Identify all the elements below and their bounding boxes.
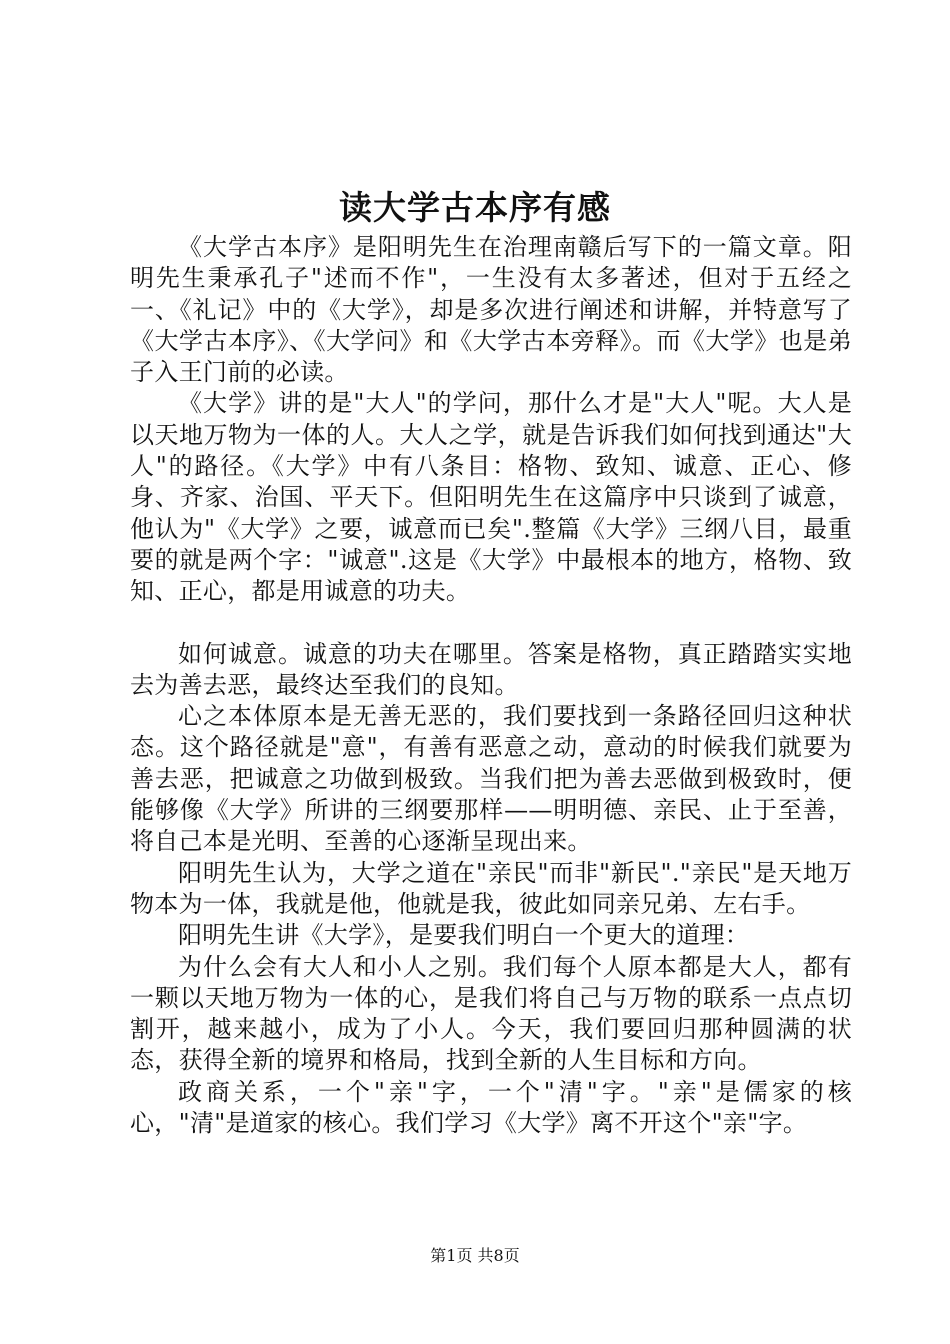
paragraph-7: 为什么会有大人和小人之别。我们每个人原本都是大人，都有一颗以天地万物为一体的心，是我们将自己与万物的联系一点点切割开，越来越小，成为了小人。今天，我们要回归那种圆满的状态，获得全新的境界和格局，找到全新的人生目标和方向。 — [130, 952, 852, 1075]
paragraph-1: 《大学古本序》是阳明先生在治理南赣后写下的一篇文章。阳明先生秉承孔子"述而不作"，一生没有太多著述，但对于五经之一、《礼记》中的《大学》，却是多次进行阐述和讲解，并特意写了《大学古本序》、《大学问》和《大学古本旁释》。而《大学》也是弟子入王门前的必读。 — [130, 233, 852, 387]
paragraph-3: 如何诚意。诚意的功夫在哪里。答案是格物，真正踏踏实实地去为善去恶，最终达至我们的良知。 — [130, 639, 852, 699]
document-title: 读大学古本序有感 — [339, 188, 611, 227]
paragraph-6: 阳明先生讲《大学》，是要我们明白一个更大的道理： — [178, 921, 750, 950]
paragraph-spacer — [130, 608, 852, 639]
paragraph-4: 心之本体原本是无善无恶的，我们要找到一条路径回归这种状态。这个路径就是"意"，有善有恶意之动，意动的时候我们就要为善去恶，把诚意之功做到极致。当我们把为善去恶做到极致时，便能够像《大学》所讲的三纲要那样——明明德、亲民、止于至善，将自己本是光明、至善的心逐渐呈现出来。 — [130, 702, 852, 856]
paragraph-8: 政商关系，一个"亲"字，一个"清"字。"亲"是儒家的核心，"清"是道家的核心。我们学习《大学》离不开这个"亲"字。 — [130, 1077, 852, 1138]
page-number-footer: 第1页 共8页 — [430, 1246, 520, 1265]
document-body — [130, 232, 852, 1139]
paragraph-2: 《大学》讲的是"大人"的学问，那什么才是"大人"呢。大人是以天地万物为一体的人。大人之学，就是告诉我们如何找到通达"大人"的路径。《大学》中有八条目：格物、致知、诚意、正心、修身、齐家、治国、平天下。但阳明先生在这篇序中只谈到了诚意，他认为"《大学》之要，诚意而已矣".整篇《大学》三纲八目，最重要的就是两个字："诚意".这是《大学》中最根本的地方，格物、致知、正心，都是用诚意的功夫。 — [130, 389, 852, 606]
paragraph-5: 阳明先生认为，大学之道在"亲民"而非"新民"."亲民"是天地万物本为一体，我就是他，他就是我，彼此如同亲兄弟、左右手。 — [130, 858, 852, 918]
